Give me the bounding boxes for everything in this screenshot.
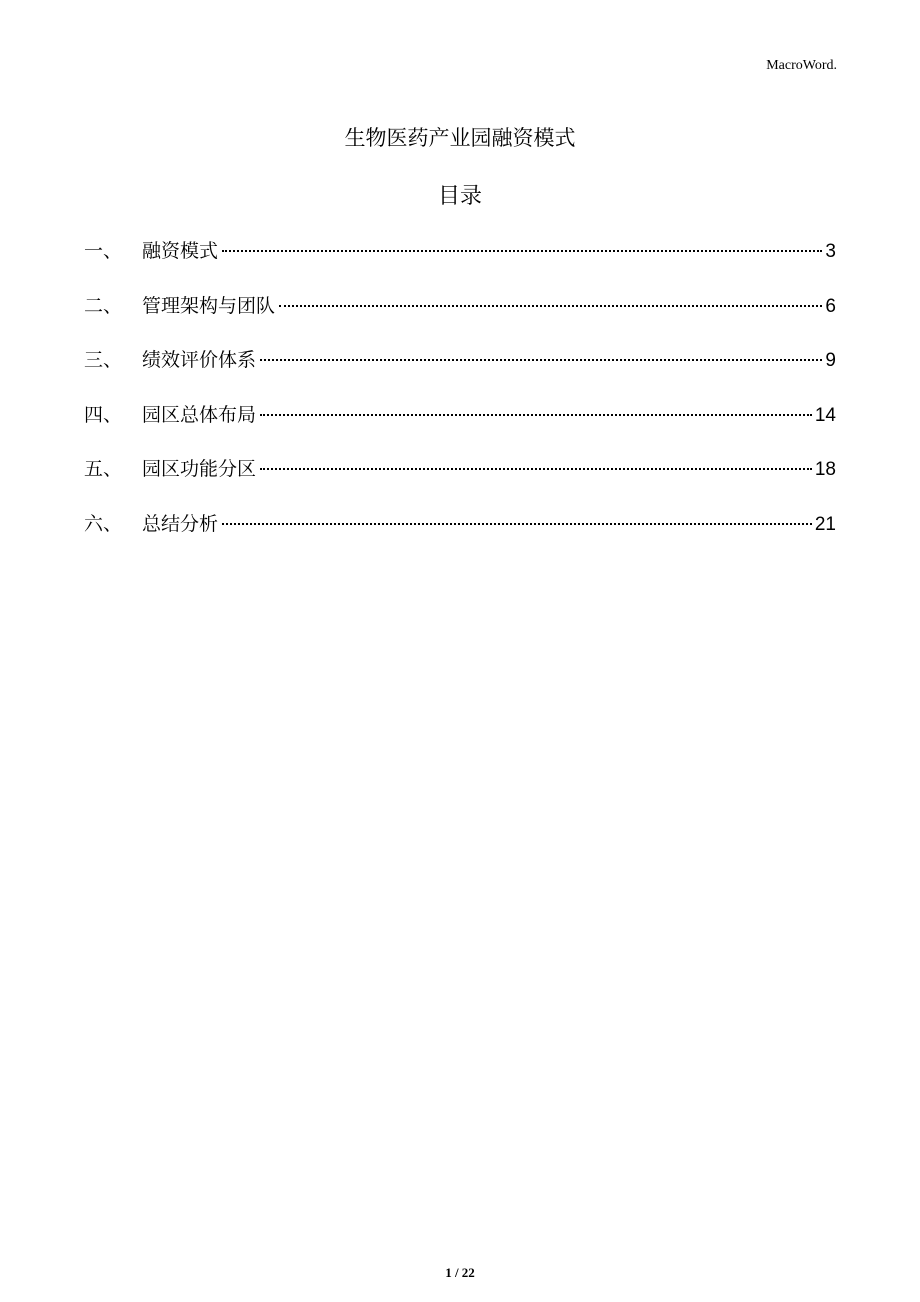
document-title: 生物医药产业园融资模式 [344, 126, 576, 150]
toc-dot-leader [260, 414, 812, 416]
toc-dot-leader [279, 305, 822, 307]
toc-entry-page[interactable]: 9 [825, 350, 836, 372]
toc-entry-label[interactable]: 融资模式 [142, 240, 219, 262]
page-number-indicator: 1 / 22 [445, 1265, 475, 1280]
toc-entry-page[interactable]: 21 [814, 513, 836, 535]
toc-entry[interactable] [84, 345, 836, 400]
toc-dot-leader [222, 523, 812, 525]
toc-dot-leader [260, 468, 812, 470]
toc-entry-page[interactable]: 6 [825, 295, 836, 317]
toc-entry-label[interactable]: 管理架构与团队 [142, 294, 276, 317]
toc-heading: 目录 [437, 184, 482, 209]
toc-entry[interactable] [84, 454, 836, 509]
toc-entry[interactable] [84, 291, 836, 346]
table-of-contents [84, 236, 836, 564]
toc-entry-number: 三、 [84, 349, 123, 372]
toc-entry-page[interactable]: 18 [814, 459, 836, 481]
toc-entry-number: 二、 [84, 294, 123, 317]
toc-entry-page[interactable]: 14 [814, 404, 836, 426]
toc-entry-label[interactable]: 总结分析 [142, 512, 219, 535]
toc-entry-number: 一、 [84, 240, 123, 262]
toc-entry[interactable] [84, 400, 836, 455]
toc-entry-number: 四、 [84, 403, 123, 426]
toc-entry-number: 五、 [84, 458, 123, 481]
toc-entry-label[interactable]: 园区功能分区 [142, 458, 257, 481]
toc-entry-label[interactable]: 园区总体布局 [142, 403, 257, 426]
header-brand: MacroWord. [766, 58, 837, 73]
toc-entry[interactable] [84, 236, 836, 291]
toc-entry-page[interactable]: 3 [825, 241, 836, 262]
toc-entry[interactable] [84, 509, 836, 564]
toc-entry-number: 六、 [84, 512, 123, 535]
toc-entry-label[interactable]: 绩效评价体系 [142, 349, 257, 372]
toc-dot-leader [260, 359, 822, 361]
toc-dot-leader [222, 250, 822, 252]
